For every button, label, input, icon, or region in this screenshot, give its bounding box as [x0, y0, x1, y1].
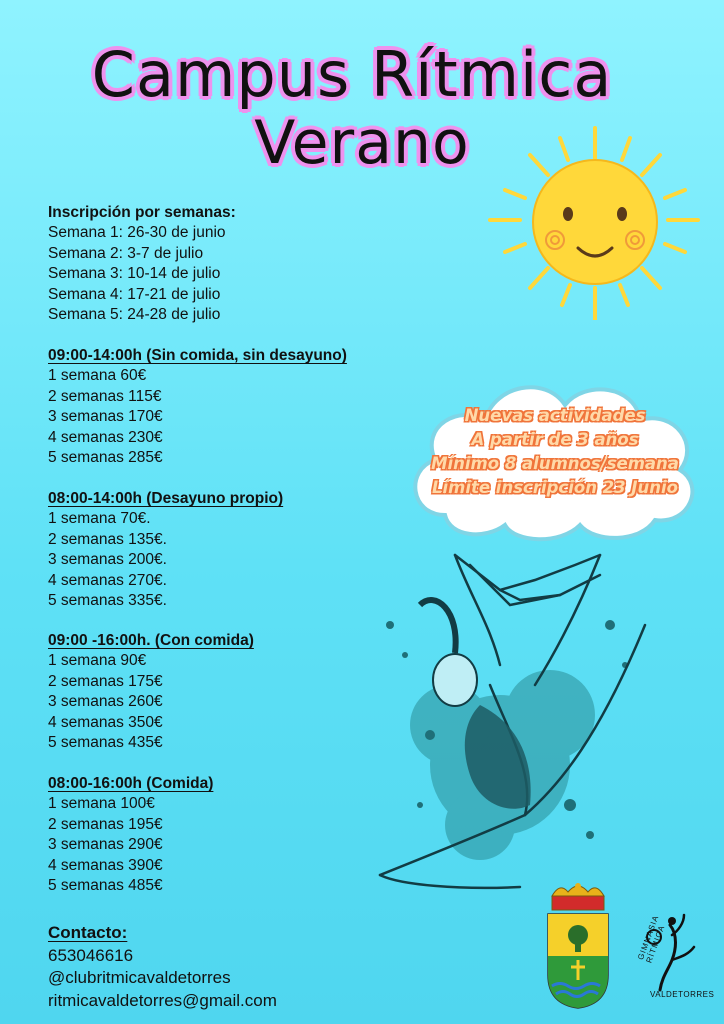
price-item: 4 semanas 230€ [48, 428, 163, 446]
week-item: Semana 3: 10-14 de julio [48, 265, 221, 283]
contact-heading: Contacto: [48, 923, 128, 942]
price-item: 5 semanas 285€ [48, 449, 163, 467]
plan-section [48, 489, 283, 611]
price-item: 3 semanas 290€ [48, 836, 163, 854]
price-item: 1 semana 60€ [48, 367, 147, 385]
cloud-line: Nuevas actividades [464, 406, 646, 425]
plan-section [48, 346, 347, 468]
weeks-heading: Inscripción por semanas: [48, 204, 236, 221]
price-item: 2 semanas 115€ [48, 387, 162, 405]
price-item: 5 semanas 435€ [48, 734, 163, 752]
cloud-announcement [420, 404, 690, 500]
poster-title-line1: Campus Rítmica [91, 38, 613, 111]
plan-heading: 09:00-14:00h (Sin comida, sin desayuno) [48, 347, 347, 364]
week-item: Semana 1: 26-30 de junio [48, 224, 226, 242]
contact-instagram[interactable]: @clubritmicavaldetorres [48, 968, 231, 987]
price-item: 4 semanas 390€ [48, 856, 163, 874]
price-item: 1 semana 70€. [48, 510, 151, 528]
sun-illustration [470, 120, 700, 320]
price-item: 2 semanas 175€ [48, 672, 163, 690]
plan-heading: 09:00 -16:00h. (Con comida) [48, 632, 254, 649]
contact-email[interactable]: ritmicavaldetorres@gmail.com [48, 990, 277, 1010]
price-item: 1 semana 100€ [48, 795, 155, 813]
plan-heading: 08:00-16:00h (Comida) [48, 775, 214, 792]
price-item: 3 semanas 260€ [48, 693, 163, 711]
price-item: 1 semana 90€ [48, 652, 147, 670]
weeks-section [48, 203, 236, 325]
price-item: 4 semanas 350€ [48, 713, 163, 731]
price-item: 5 semanas 335€. [48, 592, 167, 610]
price-item: 5 semanas 485€ [48, 877, 163, 895]
plan-section [48, 631, 254, 753]
price-item: 3 semanas 200€. [48, 551, 167, 569]
coat-of-arms-icon [538, 880, 618, 1010]
price-item: 2 semanas 195€ [48, 815, 163, 833]
price-item: 4 semanas 270€. [48, 571, 167, 589]
week-item: Semana 4: 17-21 de julio [48, 285, 221, 303]
cloud-line: Límite inscripción 23 Junio [431, 478, 679, 497]
price-item: 2 semanas 135€. [48, 530, 167, 548]
cloud-line: Mínimo 8 alumnos/semana [431, 454, 679, 473]
plan-heading: 08:00-14:00h (Desayuno propio) [48, 490, 284, 507]
plan-section [48, 774, 213, 896]
poster-title-line2: Verano [254, 108, 470, 178]
contact-phone[interactable]: 653046616 [48, 945, 134, 965]
price-item: 3 semanas 170€ [48, 408, 163, 426]
club-logo-name: VALDETORRES [650, 990, 715, 999]
week-item: Semana 5: 24-28 de julio [48, 306, 221, 324]
week-item: Semana 2: 3-7 de julio [48, 244, 204, 262]
contact-section [48, 922, 277, 1012]
cloud-line: A partir de 3 años [471, 430, 639, 449]
gymnast-illustration [360, 535, 660, 905]
club-logo-arc-text: GIMNASIA RÍTMICA [636, 914, 667, 965]
